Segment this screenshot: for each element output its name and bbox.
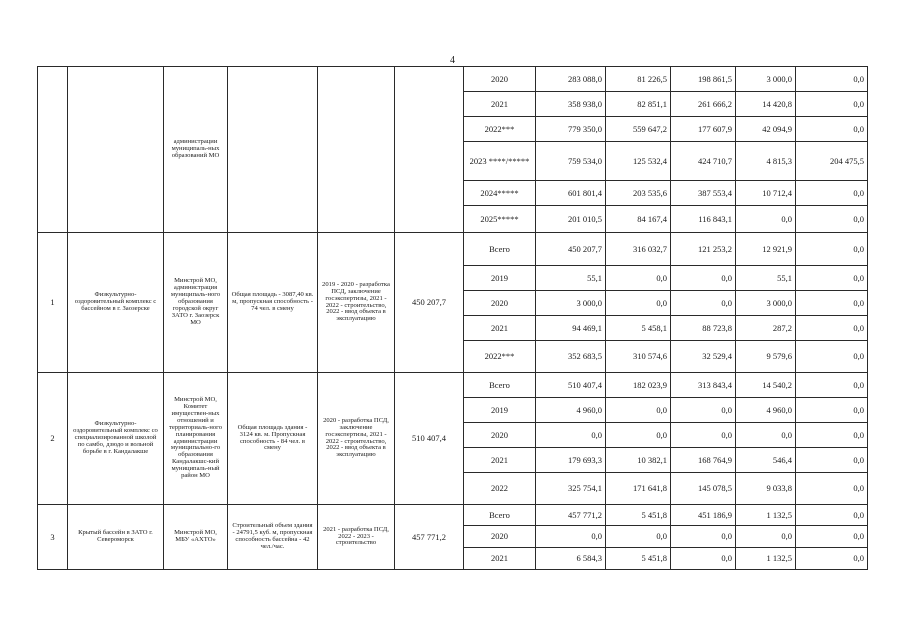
year-cell: 2022*** xyxy=(464,117,536,142)
value-cell-c2: 32 529,4 xyxy=(671,341,736,373)
value-cell-c1: 171 641,8 xyxy=(606,473,671,505)
value-cell-c1: 0,0 xyxy=(606,266,671,291)
value-cell-c2: 451 186,9 xyxy=(671,505,736,526)
value-cell-total: 3 000,0 xyxy=(536,291,606,316)
value-cell-c3: 4 960,0 xyxy=(736,398,796,423)
value-cell-total: 179 693,3 xyxy=(536,448,606,473)
year-cell: 2022 xyxy=(464,473,536,505)
value-cell-c3: 10 712,4 xyxy=(736,181,796,206)
num-cell: 2 xyxy=(38,373,68,505)
object-name-cell: Физкультурно-оздоровительный комплекс со специализированной школой по самбо, дзюдо и вольной борьбе в г. Кандалакше xyxy=(68,373,164,505)
value-cell-c2: 313 843,4 xyxy=(671,373,736,398)
value-cell-c3: 546,4 xyxy=(736,448,796,473)
value-cell-c1: 0,0 xyxy=(606,423,671,448)
value-cell-c4: 0,0 xyxy=(796,92,868,117)
value-cell-c1: 310 574,6 xyxy=(606,341,671,373)
stages-cell: 2020 - разработка ПСД, заключение госэкспертизы, 2021 - 2022 - строительство, 2022 - ввод объекта в эксплуатацию xyxy=(318,373,395,505)
value-cell-total: 0,0 xyxy=(536,423,606,448)
value-cell-c2: 0,0 xyxy=(671,398,736,423)
capacity-cell xyxy=(228,67,318,233)
year-cell: 2021 xyxy=(464,316,536,341)
stages-cell: 2021 - разработка ПСД, 2022 - 2023 - строительство xyxy=(318,505,395,570)
value-cell-c3: 12 921,9 xyxy=(736,233,796,266)
value-cell-c3: 14 420,8 xyxy=(736,92,796,117)
value-cell-total: 779 350,0 xyxy=(536,117,606,142)
value-cell-c2: 121 253,2 xyxy=(671,233,736,266)
year-cell: 2024***** xyxy=(464,181,536,206)
value-cell-c1: 5 451,8 xyxy=(606,548,671,570)
year-cell: 2020 xyxy=(464,423,536,448)
value-cell-total: 601 801,4 xyxy=(536,181,606,206)
value-cell-c3: 0,0 xyxy=(736,526,796,548)
table-row xyxy=(38,505,868,526)
table-row xyxy=(38,373,868,398)
cost-cell: 510 407,4 xyxy=(395,373,464,505)
capacity-cell: Общая площадь - 3087,40 кв. м, пропускная способность - 74 чел. в смену xyxy=(228,233,318,373)
value-cell-c4: 0,0 xyxy=(796,181,868,206)
value-cell-c2: 0,0 xyxy=(671,291,736,316)
value-cell-total: 94 469,1 xyxy=(536,316,606,341)
value-cell-total: 759 534,0 xyxy=(536,142,606,181)
value-cell-c1: 5 458,1 xyxy=(606,316,671,341)
value-cell-total: 352 683,5 xyxy=(536,341,606,373)
value-cell-c4: 0,0 xyxy=(796,266,868,291)
value-cell-total: 55,1 xyxy=(536,266,606,291)
year-cell: 2020 xyxy=(464,67,536,92)
value-cell-total: 358 938,0 xyxy=(536,92,606,117)
num-cell: 1 xyxy=(38,233,68,373)
value-cell-c1: 84 167,4 xyxy=(606,206,671,233)
year-cell: Всего xyxy=(464,233,536,266)
value-cell-c4: 204 475,5 xyxy=(796,142,868,181)
year-cell: Всего xyxy=(464,505,536,526)
table-row xyxy=(38,67,868,92)
year-cell: 2020 xyxy=(464,291,536,316)
value-cell-c2: 0,0 xyxy=(671,526,736,548)
value-cell-c2: 387 553,4 xyxy=(671,181,736,206)
executor-cell: Минстрой МО, МБУ «АХТО» xyxy=(164,505,228,570)
value-cell-total: 6 584,3 xyxy=(536,548,606,570)
value-cell-c2: 261 666,2 xyxy=(671,92,736,117)
value-cell-c4: 0,0 xyxy=(796,473,868,505)
value-cell-c4: 0,0 xyxy=(796,548,868,570)
value-cell-c4: 0,0 xyxy=(796,373,868,398)
value-cell-c4: 0,0 xyxy=(796,423,868,448)
value-cell-c4: 0,0 xyxy=(796,341,868,373)
value-cell-total: 450 207,7 xyxy=(536,233,606,266)
value-cell-c1: 5 451,8 xyxy=(606,505,671,526)
value-cell-c2: 168 764,9 xyxy=(671,448,736,473)
value-cell-c4: 0,0 xyxy=(796,67,868,92)
value-cell-total: 283 088,0 xyxy=(536,67,606,92)
value-cell-c4: 0,0 xyxy=(796,398,868,423)
name-cell xyxy=(68,67,164,233)
page-number: 4 xyxy=(450,55,455,66)
value-cell-c2: 424 710,7 xyxy=(671,142,736,181)
value-cell-c3: 0,0 xyxy=(736,423,796,448)
value-cell-c1: 0,0 xyxy=(606,398,671,423)
value-cell-c4: 0,0 xyxy=(796,206,868,233)
object-name-cell: Физкультурно-оздоровительный комплекс с бассейном в г. Заозерске xyxy=(68,233,164,373)
year-cell: 2023 ****/***** xyxy=(464,142,536,181)
value-cell-c3: 0,0 xyxy=(736,206,796,233)
stages-cell xyxy=(318,67,395,233)
value-cell-c2: 88 723,8 xyxy=(671,316,736,341)
value-cell-c4: 0,0 xyxy=(796,505,868,526)
value-cell-c3: 3 000,0 xyxy=(736,291,796,316)
year-cell: 2025***** xyxy=(464,206,536,233)
value-cell-c1: 0,0 xyxy=(606,291,671,316)
year-cell: 2021 xyxy=(464,448,536,473)
year-cell: 2019 xyxy=(464,398,536,423)
value-cell-c3: 3 000,0 xyxy=(736,67,796,92)
value-cell-c3: 287,2 xyxy=(736,316,796,341)
year-cell: 2019 xyxy=(464,266,536,291)
executor-cell: администрации муниципаль-ных образований МО xyxy=(164,67,228,233)
value-cell-c2: 0,0 xyxy=(671,423,736,448)
value-cell-c1: 10 382,1 xyxy=(606,448,671,473)
table-row xyxy=(38,233,868,266)
value-cell-c4: 0,0 xyxy=(796,117,868,142)
value-cell-c1: 82 851,1 xyxy=(606,92,671,117)
value-cell-c1: 0,0 xyxy=(606,526,671,548)
value-cell-c4: 0,0 xyxy=(796,316,868,341)
capacity-cell: Строительный объем здания - 24791,5 куб. м, пропускная способность бассейна - 42 чел./час. xyxy=(228,505,318,570)
value-cell-c1: 203 535,6 xyxy=(606,181,671,206)
year-cell: 2021 xyxy=(464,548,536,570)
value-cell-c2: 116 843,1 xyxy=(671,206,736,233)
value-cell-c1: 125 532,4 xyxy=(606,142,671,181)
year-cell: 2022*** xyxy=(464,341,536,373)
value-cell-c4: 0,0 xyxy=(796,233,868,266)
investment-table xyxy=(37,66,868,570)
num-cell xyxy=(38,67,68,233)
value-cell-c2: 0,0 xyxy=(671,266,736,291)
year-cell: 2020 xyxy=(464,526,536,548)
value-cell-c4: 0,0 xyxy=(796,526,868,548)
value-cell-total: 510 407,4 xyxy=(536,373,606,398)
value-cell-c1: 316 032,7 xyxy=(606,233,671,266)
value-cell-c2: 198 861,5 xyxy=(671,67,736,92)
value-cell-c3: 9 579,6 xyxy=(736,341,796,373)
value-cell-total: 0,0 xyxy=(536,526,606,548)
value-cell-c4: 0,0 xyxy=(796,448,868,473)
num-cell: 3 xyxy=(38,505,68,570)
value-cell-c3: 55,1 xyxy=(736,266,796,291)
value-cell-c3: 1 132,5 xyxy=(736,505,796,526)
cost-cell: 450 207,7 xyxy=(395,233,464,373)
executor-cell: Минстрой МО, Комитет имуществен-ных отношений и территориаль-ного планирования администрации муниципально-го образования Кандалакшс-кий муниципаль-ный район МО xyxy=(164,373,228,505)
object-name-cell: Крытый бассейн в ЗАТО г. Североморск xyxy=(68,505,164,570)
value-cell-c1: 81 226,5 xyxy=(606,67,671,92)
value-cell-c3: 4 815,3 xyxy=(736,142,796,181)
year-cell: 2021 xyxy=(464,92,536,117)
value-cell-c2: 0,0 xyxy=(671,548,736,570)
executor-cell: Минстрой МО, администрация муниципаль-ного образования городской округ ЗАТО г. Заозерск МО xyxy=(164,233,228,373)
cost-cell xyxy=(395,67,464,233)
value-cell-total: 325 754,1 xyxy=(536,473,606,505)
value-cell-c1: 182 023,9 xyxy=(606,373,671,398)
value-cell-c4: 0,0 xyxy=(796,291,868,316)
year-cell: Всего xyxy=(464,373,536,398)
value-cell-c3: 14 540,2 xyxy=(736,373,796,398)
capacity-cell: Общая площадь здания - 3124 кв. м. Пропускная способность - 84 чел. в смену xyxy=(228,373,318,505)
stages-cell: 2019 - 2020 - разработка ПСД, заключение госэкспертизы, 2021 - 2022 - строительство, 2022 - ввод объекта в эксплуатацию xyxy=(318,233,395,373)
value-cell-c3: 9 033,8 xyxy=(736,473,796,505)
cost-cell: 457 771,2 xyxy=(395,505,464,570)
value-cell-c1: 559 647,2 xyxy=(606,117,671,142)
value-cell-total: 457 771,2 xyxy=(536,505,606,526)
value-cell-c2: 145 078,5 xyxy=(671,473,736,505)
value-cell-c3: 42 094,9 xyxy=(736,117,796,142)
value-cell-c3: 1 132,5 xyxy=(736,548,796,570)
value-cell-c2: 177 607,9 xyxy=(671,117,736,142)
value-cell-total: 201 010,5 xyxy=(536,206,606,233)
value-cell-total: 4 960,0 xyxy=(536,398,606,423)
